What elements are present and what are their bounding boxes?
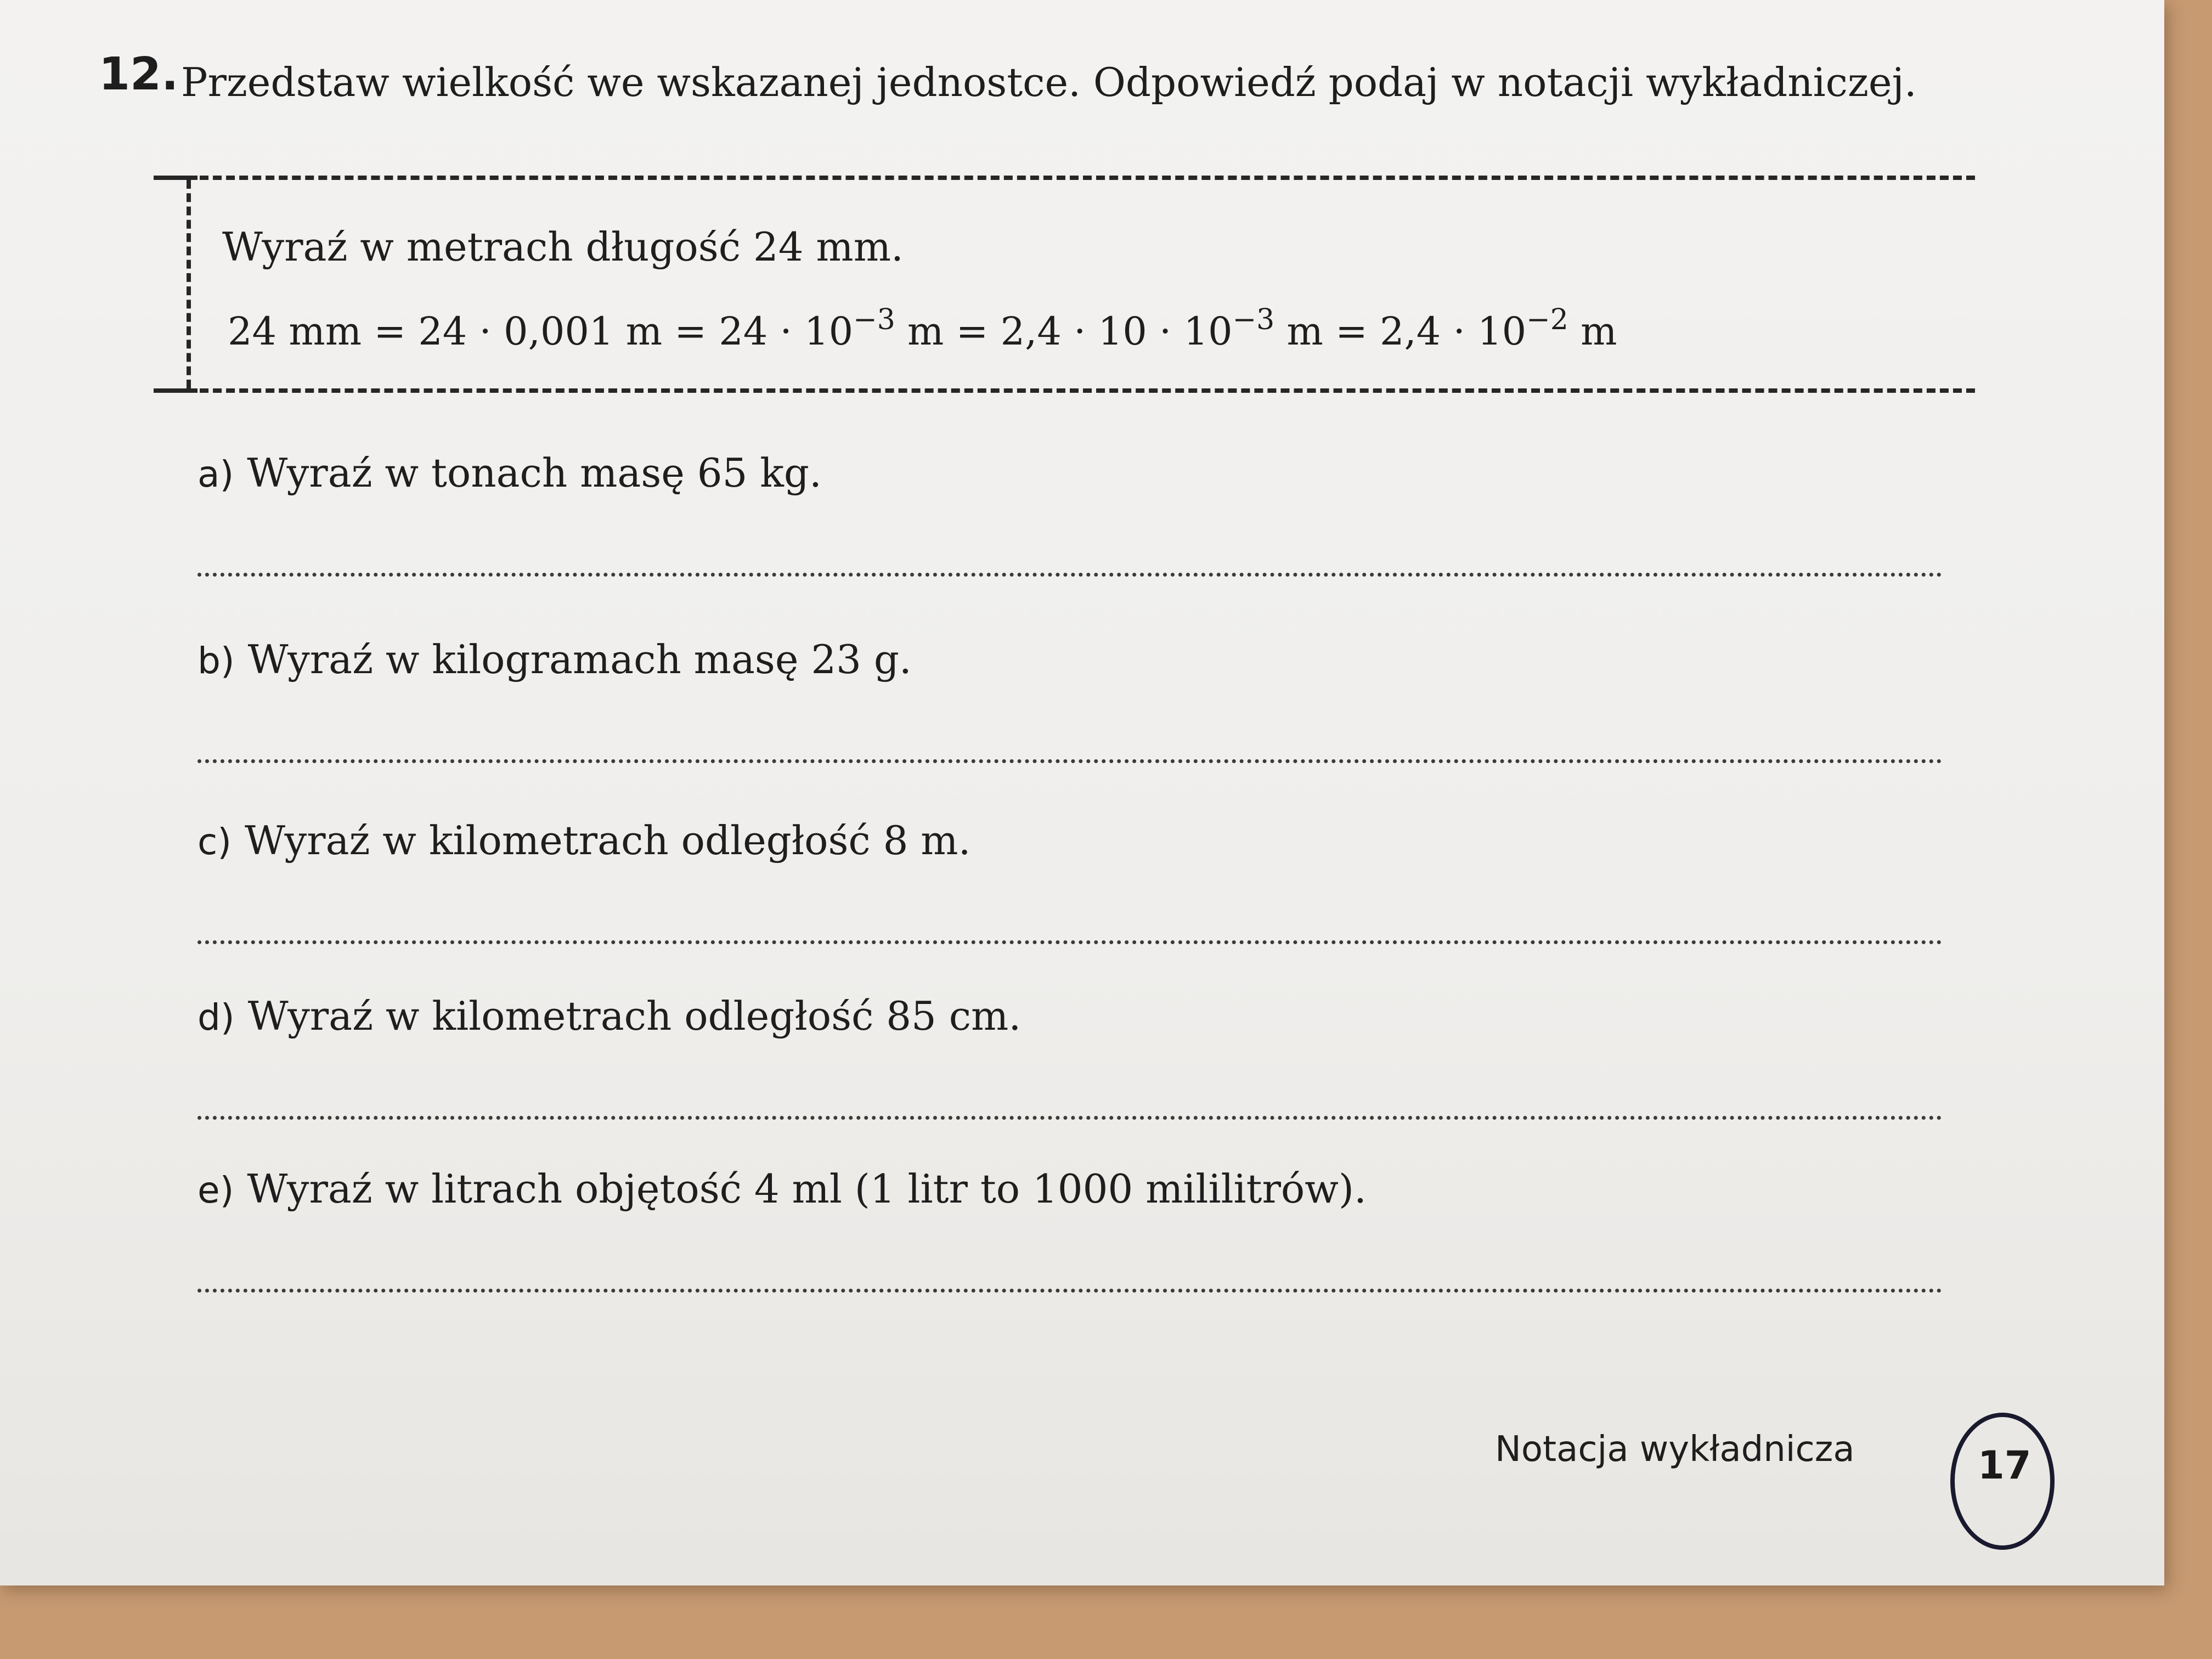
- solution-exponent-1: −3: [853, 303, 895, 336]
- solution-part-3: m = 2,4 · 10: [1274, 309, 1527, 354]
- example-box-corner-bottom: [154, 388, 198, 393]
- task-e-question: Wyraź w litrach objętość 4 ml (1 litr to 1000 mililitrów).: [247, 1166, 1367, 1212]
- task-a-letter: a): [198, 453, 234, 495]
- task-e-text: [198, 1166, 1942, 1212]
- task-e: [198, 1166, 1942, 1293]
- task-b-letter: b): [198, 640, 235, 682]
- task-b-text: [198, 636, 1942, 682]
- task-c: [198, 817, 1942, 944]
- task-b-question: Wyraź w kilogramach masę 23 g.: [247, 636, 912, 682]
- task-b-answer-line[interactable]: [198, 759, 1942, 763]
- task-c-question: Wyraź w kilometrach odległość 8 m.: [245, 817, 971, 864]
- task-c-letter: c): [198, 821, 232, 863]
- task-e-letter: e): [198, 1169, 234, 1211]
- task-d-text: [198, 993, 1942, 1039]
- task-c-answer-line[interactable]: [198, 940, 1942, 944]
- solution-exponent-2: −3: [1232, 303, 1275, 336]
- solution-exponent-3: −2: [1526, 303, 1568, 336]
- task-a-text: [198, 450, 1942, 496]
- task-e-answer-line[interactable]: [198, 1289, 1942, 1293]
- example-solution: [228, 303, 1617, 354]
- exercise-number: 12.: [99, 48, 179, 100]
- task-b: [198, 636, 1942, 763]
- task-a-answer-line[interactable]: [198, 573, 1942, 577]
- page-number: 17: [1978, 1443, 2032, 1488]
- task-a: [198, 450, 1942, 577]
- task-d-answer-line[interactable]: [198, 1116, 1942, 1120]
- task-c-text: [198, 817, 1942, 864]
- solution-part-2: m = 2,4 · 10 · 10: [895, 309, 1233, 354]
- solution-part-1: 24 mm = 24 · 0,001 m = 24 · 10: [228, 309, 854, 354]
- task-a-question: Wyraź w tonach masę 65 kg.: [247, 450, 822, 496]
- section-title: Notacja wykładnicza: [1495, 1429, 1855, 1470]
- example-box-corner-top: [154, 176, 198, 180]
- example-box-left-border: [187, 180, 191, 388]
- task-d: [198, 993, 1942, 1120]
- task-d-question: Wyraź w kilometrach odległość 85 cm.: [247, 993, 1022, 1039]
- task-d-letter: d): [198, 996, 235, 1039]
- exercise-instruction: Przedstaw wielkość we wskazanej jednostce. Odpowiedź podaj w notacji wykładniczej.: [181, 59, 1917, 105]
- solution-part-4: m: [1568, 309, 1617, 354]
- example-prompt: Wyraź w metrach długość 24 mm.: [222, 224, 904, 270]
- worked-example-box: [187, 176, 1975, 393]
